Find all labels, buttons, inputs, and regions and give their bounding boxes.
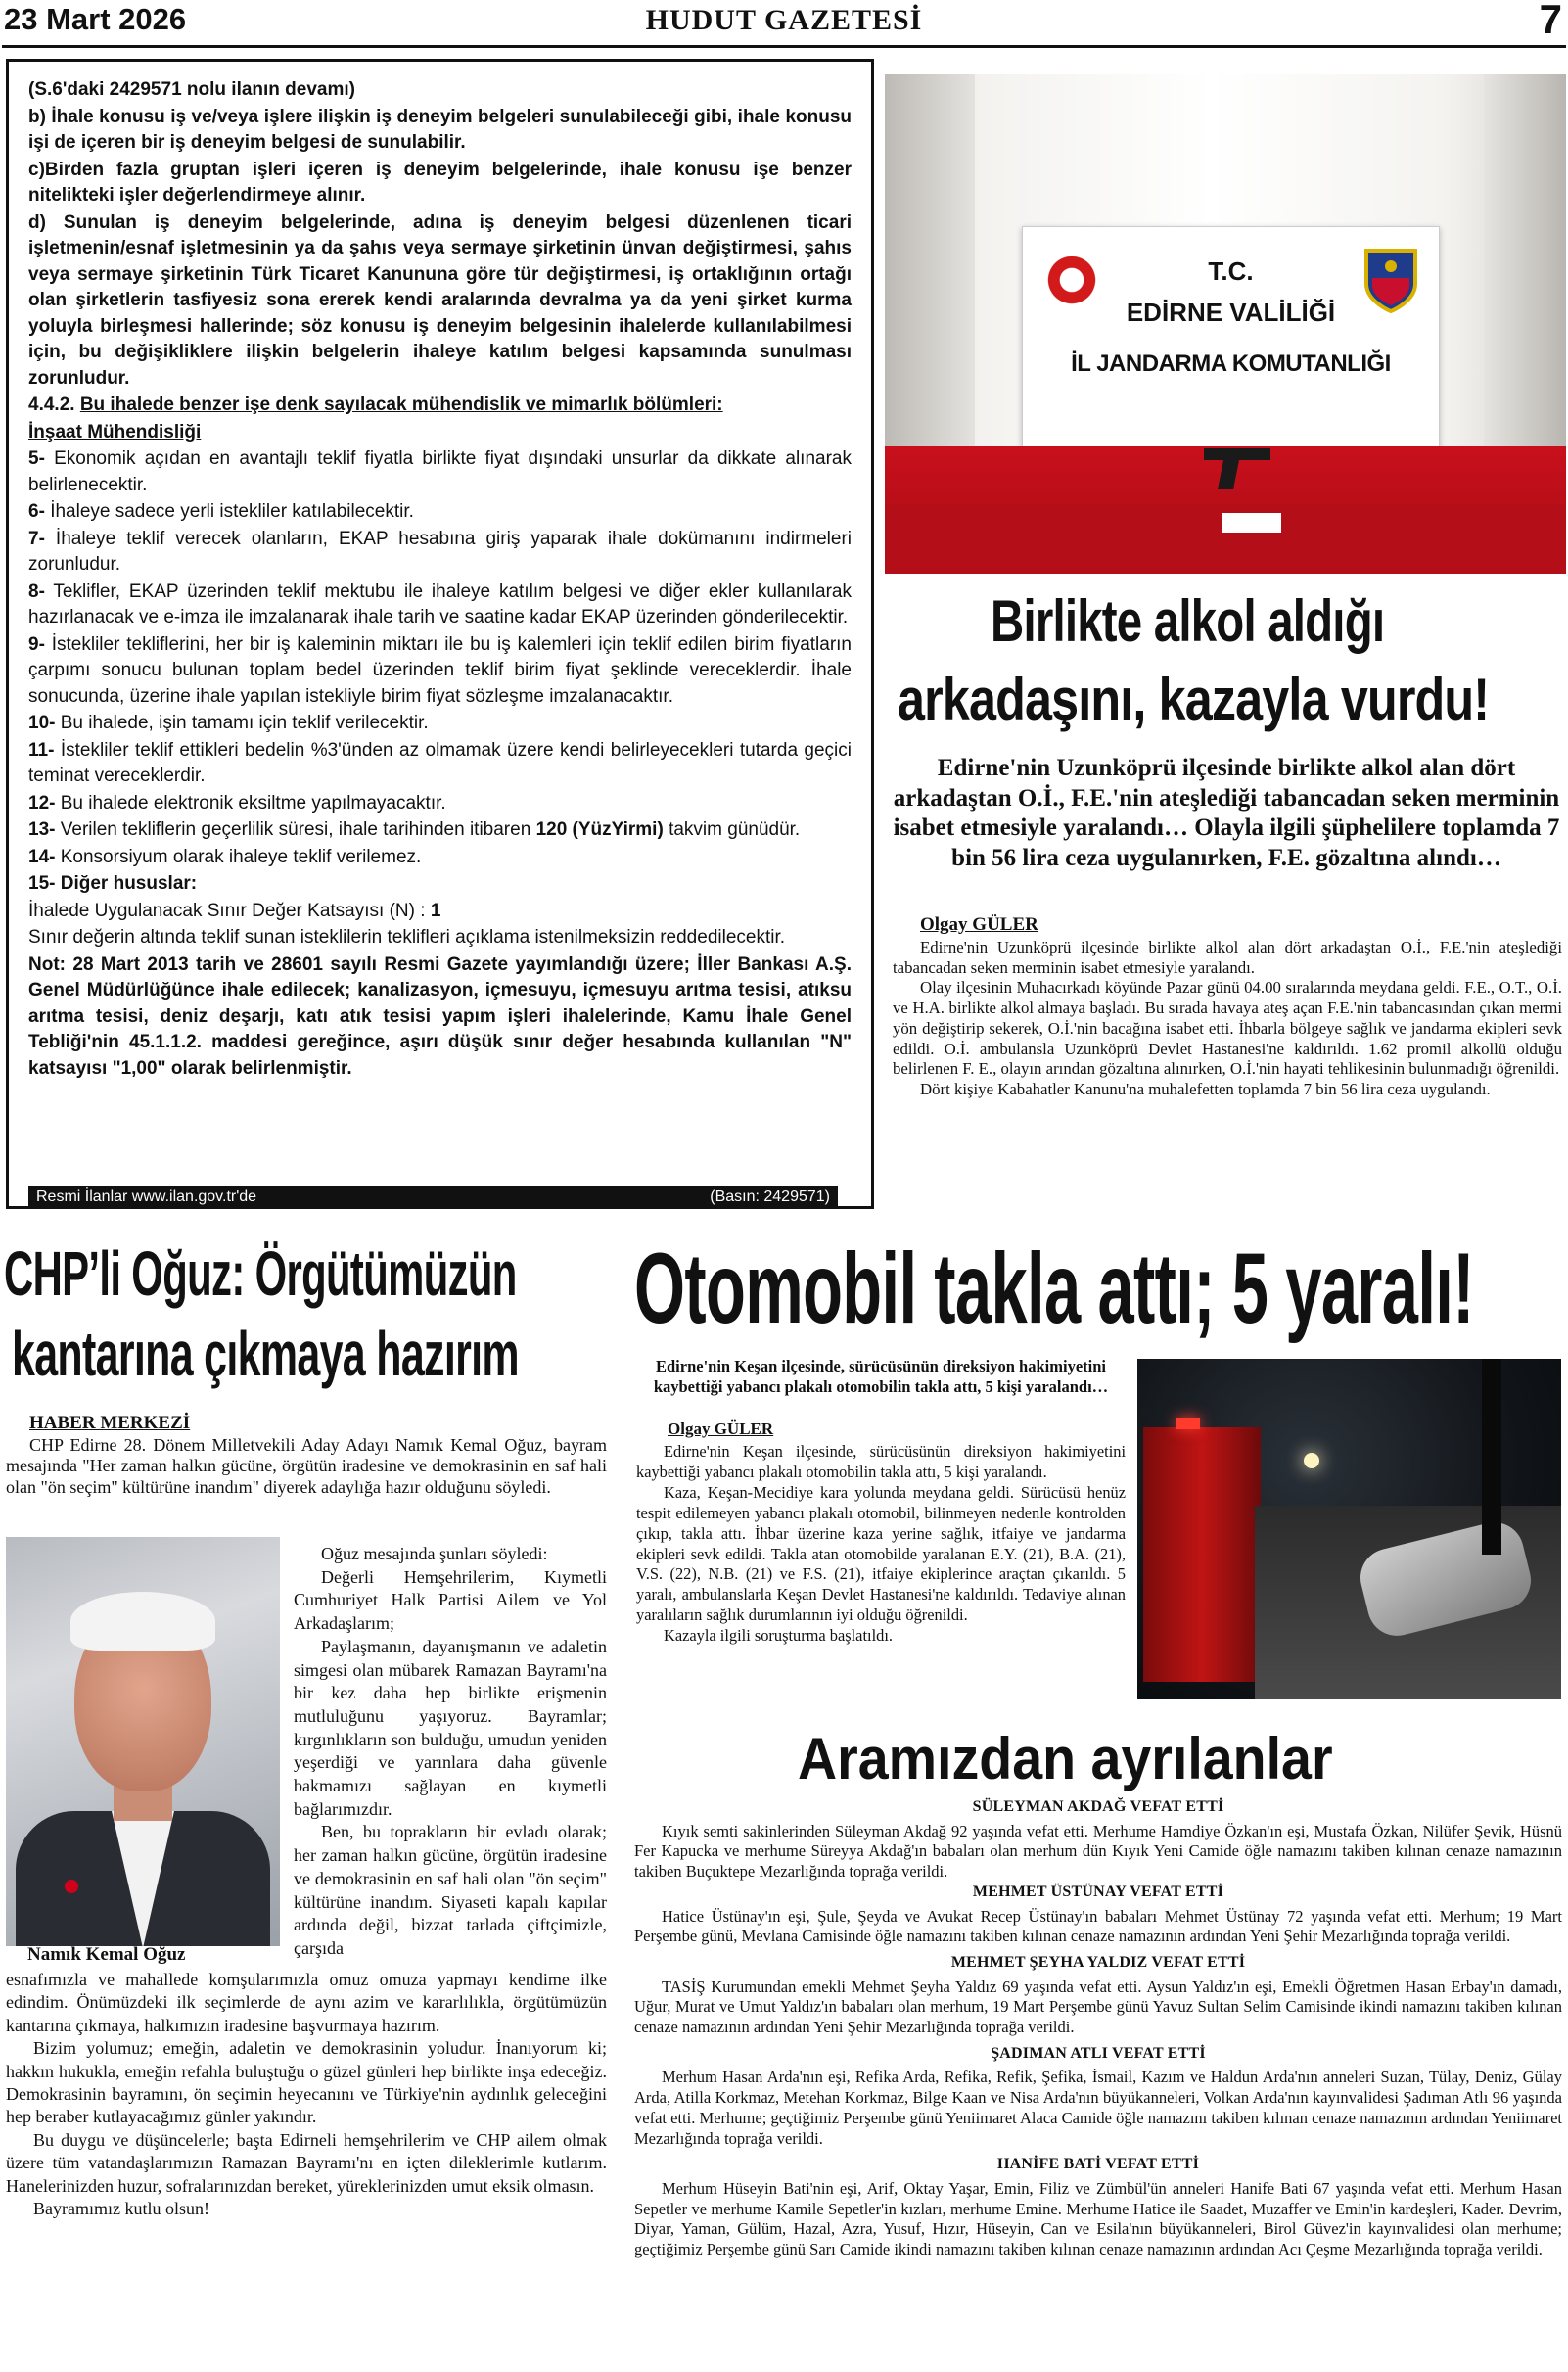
obituary-text: Hatice Üstünay'ın eşi, Şule, Şeyda ve Avukat Recep Üstünay'ın babaları Mehmet Üstünay 72 yaşında vefat etti. Merhum; 19 Mart Perşembe günü, Mevlana Camisinde öğle namazını takiben kılınan cenaze namazının ardından Yeni Şehir Mezarlığında toprağa verildi.: [634, 1906, 1562, 1946]
chp-paragraph: Değerli Hemşehrilerim, Kıymetli Cumhuriyet Halk Partisi Ailem ve Yol Arkadaşlarım;: [294, 1566, 607, 1634]
sign-line-3: İL JANDARMA KOMUTANLIĞI: [1071, 350, 1391, 377]
obituary-title: MEHMET ÜSTÜNAY VEFAT ETTİ: [972, 1883, 1224, 1900]
jandarma-photo: [885, 74, 1566, 574]
notice-paragraph-c: c)Birden fazla gruptan işleri içeren iş deneyim belgelerinde, ihale konusu işe benzer nitelikteki işler değerlendirmeye alınır.: [28, 159, 852, 206]
evidence-label: [1222, 513, 1281, 533]
item-text: Bu ihalede benzer işe denk sayılacak mühendislik ve mimarlık bölümleri:: [79, 395, 723, 415]
tree-silhouette: [1482, 1359, 1501, 1555]
alcohol-headline-line-1: Birlikte alkol aldığı: [991, 588, 1385, 654]
alcohol-body: [893, 938, 1562, 1100]
page-date: 23 Mart 2026: [4, 2, 187, 36]
photo-hair: [70, 1592, 215, 1651]
chp-bottom-column: [6, 1969, 607, 2220]
car-paragraph: Kazayla ilgili soruşturma başlatıldı.: [664, 1626, 893, 1646]
newspaper-name: HUDUT GAZETESİ: [645, 4, 923, 36]
fire-truck: [1143, 1427, 1261, 1682]
car-spot: Edirne'nin Keşan ilçesinde, sürücüsünün direksiyon hakimiyetini kaybettiği yabancı plakalı otomobilin takla attı, 5 kişi yaralandı…: [653, 1357, 1109, 1396]
chp-candidate-photo: [6, 1537, 280, 1946]
notice-item-14: 14- Konsorsiyum olarak ihaleye teklif verilemez.: [28, 846, 422, 867]
page-number: 7: [1539, 0, 1562, 42]
header-rule: [2, 45, 1566, 48]
car-headline: Otomobil takla attı; 5 yaralı!: [634, 1233, 1474, 1344]
notice-title: (S.6'daki 2429571 nolu ilanın devamı): [28, 79, 355, 100]
obituary-title: MEHMET ŞEYHA YALDIZ VEFAT ETTİ: [950, 1953, 1246, 1971]
notice-item-15-text: Sınır değerin altında teklif sunan isteklilerin teklifleri açıklama istenilmeksizin reddedilecektir.: [28, 927, 786, 948]
alcohol-paragraph: Edirne'nin Uzunköprü ilçesinde birlikte alkol alan dört arkadaştan O.İ., F.E.'nin ateşlediği tabancadan seken merminin isabet etmesiyle yaralandı.: [893, 938, 1562, 977]
pistol-icon: [1200, 442, 1278, 497]
fire-truck-light: [1176, 1418, 1200, 1429]
notice-note: Not: 28 Mart 2013 tarih ve 28601 sayılı Resmi Gazete yayımlandığı üzere; İller Bankası A.Ş. Genel Müdürlüğünce ihale edilecek; kanalizasyon, içmesuyu, içmesuyu arıtma tesisi, atıksu arıtma tesisi, deniz deşarjı, katı atık tesisi yapım işleri ihalelerinde, Kamu İhale Genel Tebliği'nin 45.1.1.2. maddesi gereğince, aşırı düşük sınır değer hesabında kullanılan "N" katsayısı "1,00" olarak belirlenmiştir.: [28, 953, 852, 1079]
chp-right-column: [294, 1543, 607, 1961]
notice-item: 12- Bu ihalede elektronik eksiltme yapılmayacaktır.: [28, 792, 446, 814]
obituary-text: Kıyık semti sakinlerinden Süleyman Akdağ 92 yaşında vefat etti. Merhume Hamdiye Özkan'ın eşi, Mustafa Özkan, Nilüfer Şevik, Hüsnü Fer Kapucka ve merhume Süreyya Akdağ'ın babaları olan merhum dün Kıyık Yeni Camide öğle namazını takiben kılınan cenaze namazının takiben Buçuktepe Mezarlığında toprağa verildi.: [634, 1821, 1562, 1882]
obituary-text: Merhum Hüseyin Bati'nin eşi, Arif, Oktay Yaşar, Emin, Filiz ve Zümbül'ün anneleri Hanife Bati 67 yaşında vefat etti. Merhum Hasan Sepetler ve merhume Kamile Sepetler'in kızları, merhume Emine. Merhume Hatice ile Saadet, Muzaffer ve Emin'in kardeşleri, Kader. Devrim, Diyar, Yaman, Gülüm, Hazal, Azra, Yusuf, Hızır, Hüseyin, Can ve Esila'nın büyükanneleri, Birol Güvez'in kayınvalidesi olan merhume; geçtiğimiz Perşembe günü Sarı Camide ikindi namazını takiben kılınan cenaze namazının ardından Acı Çeşme Mezarlığında toprağa verildi.: [634, 2178, 1562, 2259]
chp-paragraph: Bu duygu ve düşüncelerle; başta Edirneli hemşehrilerim ve CHP ailem olmak üzere tüm vatandaşlarımızın Ramazan Bayramı'nı en içten dileklerimle kutlarım. Hanelerinizden huzur, sofralarınızdan bereket, yüreklerinizden umut eksik olmasın.: [6, 2129, 607, 2196]
notice-item: 6- İhaleye sadece yerli istekliler katılabilecektir.: [28, 501, 414, 522]
notice-item: 7- İhaleye teklif verecek olanların, EKAP hesabına giriş yaparak ihale dokümanını indirmeleri zorunludur.: [28, 528, 853, 575]
car-accident-photo: [1137, 1359, 1561, 1699]
notice-item: 9- İstekliler tekliflerini, her bir iş kaleminin miktarı ile bu iş kalemleri için teklif edilen birim fiyatların çarpımı sonucu bulunan toplam bedel üzerinden teklif birim fiyat şeklinde vereceklerdir. İhale sonucunda, üzerine ihale yapılan istekliyle birim fiyat sözleşme imzalanacaktır.: [28, 633, 852, 707]
chp-paragraph: Bizim yolumuz; emeğin, adaletin ve demokrasinin yoludur. İnanıyorum ki; hakkın hukukla, emeğin refahla buluştuğu o güzel günleri hep birlikte inşa edeceğiz. Demokrasinin bayramını, ön seçimin heyecanını ve Türkiye'nin aydınlık geleceğini hep beraber kutlayacağımız günler yakındır.: [6, 2038, 607, 2127]
chp-paragraph: Paylaşmanın, dayanışmanın ve adaletin simgesi olan mübarek Ramazan Bayramı'na bir kez daha hep birlikte erişmenin mutluluğunu yaşıyoruz. Bayramlar; kırgınlıkların son bulduğu, umudun yeniden yeşerdiği ve yarınlara daha güvenle bakmamızı sağlayan en kıymetli bağlarımızdır.: [294, 1636, 607, 1819]
chp-paragraph: Oğuz mesajında şunları söyledi:: [321, 1544, 548, 1563]
wall-edge-left: [885, 74, 975, 446]
tender-notice-box: [6, 59, 874, 1209]
alcohol-spot: Edirne'nin Uzunköprü ilçesinde birlikte alkol alan dört arkadaştan O.İ., F.E.'nin ateşlediği tabancadan seken merminin isabet etmesiyle yaralandı… Olayla ilgili şüphelilere toplamda 7 bin 56 lira ceza uygulanırken, F.E. gözaltına alındı…: [893, 755, 1560, 871]
headlight-glow: [1304, 1453, 1319, 1468]
notice-paragraph-b: b) İhale konusu iş ve/veya işlere ilişkin iş deneyim belgeleri sunulabileceği gibi, ihale konusu işi de içeren bir iş deneyim belgesi de sunulabilir.: [28, 106, 852, 153]
obituary-title: SÜLEYMAN AKDAĞ VEFAT ETTİ: [972, 1798, 1224, 1815]
chp-intro: CHP Edirne 28. Dönem Milletvekili Aday Adayı Namık Kemal Oğuz, bayram mesajında "Her zaman halkın gücüne, örgütün iradesine ve demokrasinin en saf hali olan "ön seçim" kültürüne inandım" diyerek adaylığa hazır olduğunu söyledi.: [6, 1435, 607, 1497]
chp-paragraph: Ben, bu toprakların bir evladı olarak; her zaman halkın gücüne, örgütün iradesine ve demokrasinin en saf hali olan "ön seçim" kültürüne inandım. Siyaseti kapalı kapılar ardında değil, bizzat tarlada çiftçimizle, çarşıda: [294, 1822, 607, 1958]
notice-item: 10- Bu ihalede, işin tamamı için teklif verilecektir.: [28, 713, 429, 733]
notice-item-15-heading: 15- Diğer hususlar:: [28, 873, 198, 894]
item-value: İnşaat Mühendisliği: [28, 421, 202, 442]
notice-item: 11- İstekliler teklif ettikleri bedelin %3'ünden az olmamak üzere kendi belirleyecekleri tutarda geçici teminat vereceklerdir.: [28, 739, 852, 786]
obituaries-list: [634, 1791, 1562, 2260]
notice-footer-left: Resmi İlanlar www.ilan.gov.tr'de: [36, 1188, 257, 1205]
sign-line-1: T.C.: [1208, 256, 1254, 286]
car-body: [636, 1442, 1126, 1647]
chp-paragraph: esnafımızla ve mahallede komşularımızla omuz omuza yapmayı kendime ilke edindim. Önümüzdeki ilk seçimlerde de aynı azim ve kararlılıkla, örgütümüzün kantarına çıkmaya, halkımızın iradesine başvurmaya hazırım.: [6, 1970, 607, 2035]
notice-paragraph-d: d) Sunulan iş deneyim belgelerinde, adına iş deneyim belgesi düzenlenen ticari işletmenin/esnaf işletmesinin ya da şahıs veya sermaye şirketinin ünvan değiştirmesi, şahıs veya sermaye şirketinin Türk Ticaret Kanununa göre tür değiştirmesi, iş ortaklığının ortağı olan şirketlerin tasfiyesiz sona ererek kendi aralarında devralma ya da yeni şirket kurma yoluyla birleşmesi hallerinde; söz konusu iş deneyim belgesinin ihalelerde kullanılabilmesi için, bu değişikliklere ilişkin belgelerin ihaleye katılım belgesi kapsamında sunulması zorunludur.: [28, 211, 852, 389]
notice-footer: [28, 1186, 838, 1209]
party-badge-icon: [65, 1880, 78, 1893]
car-byline: Olgay GÜLER: [668, 1419, 774, 1438]
alcohol-headline-line-2: arkadaşını, kazayla vurdu!: [898, 667, 1490, 732]
chp-paragraph: Bayramımız kutlu olsun!: [33, 2199, 209, 2219]
wall-edge-right: [1484, 74, 1566, 446]
item-number: 4.4.2.: [28, 395, 75, 415]
notice-limit-coefficient: İhalede Uygulanacak Sınır Değer Katsayısı (N) : 1: [28, 900, 441, 921]
notice-footer-right: (Basın: 2429571): [710, 1188, 830, 1205]
alcohol-byline: Olgay GÜLER: [920, 914, 1038, 935]
car-paragraph: Edirne'nin Keşan ilçesinde, sürücüsünün direksiyon hakimiyetini kaybettiği yabancı plakalı otomobilin takla attı, 5 kişi yaralandı.: [636, 1442, 1126, 1481]
car-paragraph: Kaza, Keşan-Mecidiye kara yolunda meydana geldi. Sürücüsü henüz tespit edilemeyen yabancı plakalı otomobil, bilinmeyen nedenle kontrolden çıkıp, takla attı. İhbar üzerine kaza yerine sağlık, itfaiye ve jandarma ekipleri sevk edildi. Takla atan otomobilde yaralanan E.Y. (21), B.A. (21), V.S. (22), N.B. (21) ve F.S. (21), itfaiye ekiplerince araçtan çıkarıldı. 5 yaralı, ambulanslarla Keşan Devlet Hastanesi'ne kaldırıldı. Tedaviye alınan yaralıların sağlık durumlarının iyi olduğu öğrenildi.: [636, 1482, 1126, 1625]
chp-photo-caption: Namık Kemal Oğuz: [27, 1944, 186, 1965]
notice-item: 8- Teklifler, EKAP üzerinden teklif mektubu ile ihaleye katılım belgesi ve diğer ekler kullanılarak hazırlanacak ve e-imza ile imzalanarak ihale tarih ve saatine kadar EKAP üzerinden gönderilecektir.: [28, 581, 853, 628]
alcohol-paragraph: Olay ilçesinin Muhacırkadı köyünde Pazar günü 04.00 sıralarında meydana geldi. F.E., O.T., O.İ. ve H.A. birlikte alkol almaya başladı. Bu sırada havaya ateş açan F.E.'nin tabancasından çıkan mermi yön değiştirip sekerek, O.İ.'nin bacağına isabet etti. İhbarla bölgeye sağlık ve jandarma ekipleri sevk edildi. O.İ. ambulansla Uzunköprü Devlet Hastanesi'ne kaldırıldı. 1.62 promil alkollü olduğu belirlenen F. E., olayın arından gözaltına alınırken, O.İ.'nin hayati tehlikesinin bulunmadığı öğrenildi.: [893, 978, 1562, 1079]
obituary-text: TASİŞ Kurumundan emekli Mehmet Şeyha Yaldız 69 yaşında vefat etti. Aysun Yaldız'ın eşi, Emekli Öğretmen Hasan Erbay'ın damadı, Uğur, Murat ve Umut Yaldız'ın babaları olan merhum, 19 Mart Perşembe günü Yavuz Sultan Selim Camisinde ikindi namazını takiben kılınan cenaze namazının ardından Yeni Şehir Mezarlığında toprağa verildi.: [634, 1977, 1562, 2037]
obituaries-headline: Aramızdan ayrılanlar: [798, 1726, 1333, 1791]
notice-item-442-value: [28, 420, 852, 446]
obituary-text: Merhum Hasan Arda'nın eşi, Refika Arda, Refika, Refik, Şefika, İsmail, Kazım ve Haldun Arda'nın anneleri Suzan, Tülay, Deniz, Gülay Arda, Atilla Korkmaz, Metehan Korkmaz, Bilge Kaan ve Nisa Arda'nın büyükanneleri, Volkan Arda'nın kayınvalidesi Şadıman Atlı 96 yaşında vefat etti. Merhume; geçtiğimiz Perşembe günü Yeniimaret Alaca Camide öğle namazını takiben kılınan cenaze namazının ardından Yeniimaret Mezarlığında toprağa verildi.: [634, 2068, 1562, 2148]
notice-item-13: 13- Verilen tekliflerin geçerlilik süresi, ihale tarihinden itibaren 120 (YüzYirmi) takvim günüdür.: [28, 819, 801, 840]
sign-line-2: EDİRNE VALİLİĞİ: [1126, 298, 1336, 327]
chp-headline-line-2: kantarına çıkmaya hazırım: [12, 1319, 519, 1389]
chp-byline: HABER MERKEZİ: [29, 1413, 191, 1433]
obituary-title: ŞADIMAN ATLI VEFAT ETTİ: [991, 2044, 1206, 2062]
obituary-title: HANİFE BATİ VEFAT ETTİ: [996, 2156, 1200, 2173]
notice-item: 5- Ekonomik açıdan en avantajlı teklif fiyatla birlikte fiyat dışındaki unsurlar da dikkate alınarak belirlenecektir.: [28, 448, 852, 495]
notice-item-442: [28, 393, 852, 419]
alcohol-paragraph: Dört kişiye Kabahatler Kanunu'na muhalefetten toplamda 7 bin 56 lira ceza uygulandı.: [920, 1079, 1491, 1098]
chp-headline-line-1: CHP’li Oğuz: Örgütümüzün: [4, 1238, 517, 1309]
